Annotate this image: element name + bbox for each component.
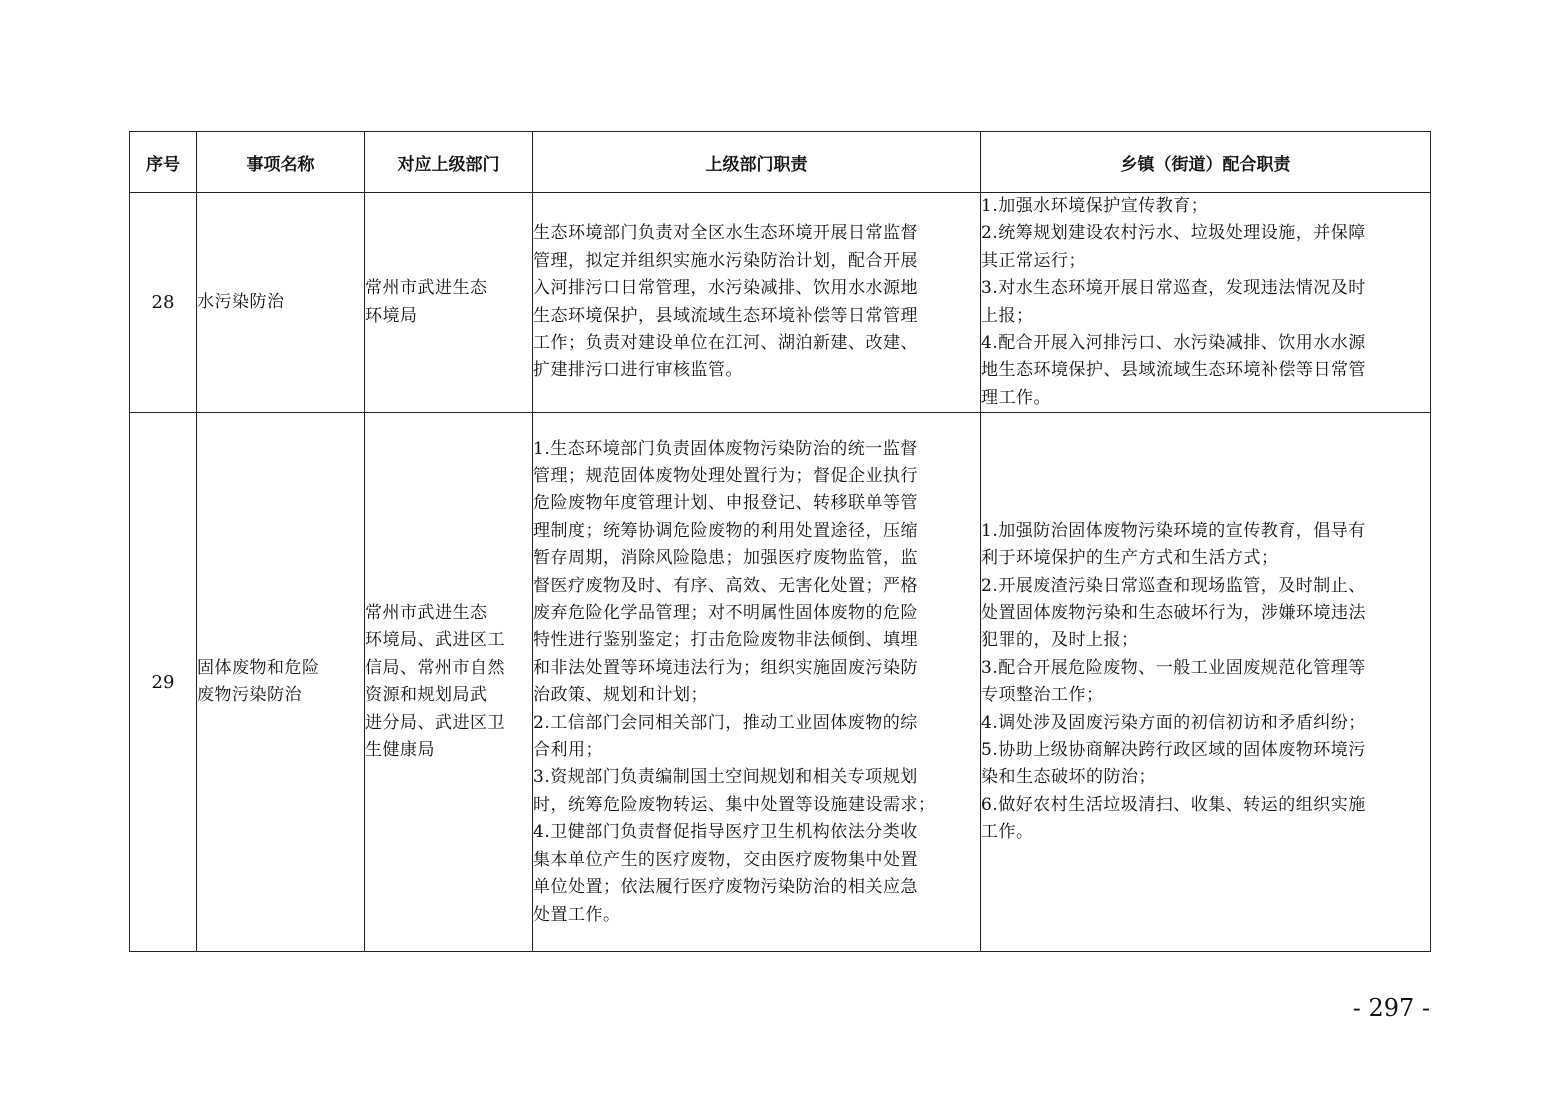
cell-line: 管理；规范固体废物处理处置行为；督促企业执行 — [533, 466, 918, 486]
row-town-duty — [981, 413, 1431, 952]
cell-line: 利于环境保护的生产方式和生活方式； — [981, 548, 1279, 569]
header-seq: 序号 — [130, 132, 197, 193]
row-upper-duty — [533, 193, 981, 413]
cell-line: 治政策、规划和计划； — [533, 685, 708, 706]
cell-line: 固体废物和危险 — [197, 657, 320, 678]
cell-line: 管理，拟定并组织实施水污染防治计划，配合开展 — [533, 250, 918, 271]
cell-line: 督医疗废物及时、有序、高效、无害化处置；严格 — [533, 575, 918, 596]
row-town-duty — [981, 193, 1431, 413]
cell-line: 4.调处涉及固废污染方面的初信初访和矛盾纠纷； — [981, 712, 1366, 733]
cell-line: 3.资规部门负责编制国土空间规划和相关专项规划 — [533, 767, 918, 788]
cell-line: 3.配合开展危险废物、一般工业固废规范化管理等 — [981, 657, 1366, 678]
cell-line: 单位处置；依法履行医疗废物污染防治的相关应急 — [533, 877, 918, 898]
cell-line: 处置固体废物污染和生态破坏行为，涉嫌环境违法 — [981, 603, 1366, 624]
cell-line: 暂存周期，消除风险隐患；加强医疗废物监管，监 — [533, 548, 918, 569]
cell-line: 2.开展废渣污染日常巡查和现场监管，及时制止、 — [981, 575, 1366, 596]
row-seq: 28 — [130, 193, 197, 413]
cell-line: 5.协助上级协商解决跨行政区域的固体废物环境污 — [981, 740, 1366, 761]
header-town-duty: 乡镇（街道）配合职责 — [981, 132, 1431, 193]
duty-table — [129, 131, 1431, 952]
cell-line: 和非法处置等环境违法行为；组织实施固废污染防 — [533, 657, 918, 678]
cell-line: 信局、常州市自然 — [365, 657, 505, 678]
cell-line: 水污染防治 — [197, 291, 285, 312]
cell-line: 1.加强防治固体废物污染环境的宣传教育，倡导有 — [981, 520, 1366, 541]
cell-line: 废物污染防治 — [197, 685, 302, 706]
cell-line: 1.加强水环境保护宣传教育； — [981, 196, 1209, 216]
cell-line: 上报； — [981, 305, 1034, 326]
cell-line: 常州市武进生态 — [365, 603, 488, 624]
cell-line: 危险废物年度管理计划、申报登记、转移联单等管 — [533, 493, 918, 514]
cell-line: 理制度；统筹协调危险废物的利用处置途径，压缩 — [533, 520, 918, 541]
row-item-name — [197, 413, 365, 952]
cell-line: 废弃危险化学品管理；对不明属性固体废物的危险 — [533, 603, 918, 624]
row-seq: 29 — [130, 413, 197, 952]
cell-line: 4.卫健部门负责督促指导医疗卫生机构依法分类收 — [533, 822, 918, 843]
cell-line: 4.配合开展入河排污口、水污染减排、饮用水水源 — [981, 333, 1366, 354]
cell-line: 扩建排污口进行审核监管。 — [533, 360, 743, 381]
row-upper-duty — [533, 413, 981, 952]
cell-line: 犯罪的，及时上报； — [981, 630, 1139, 651]
row-item-name — [197, 193, 365, 413]
table-row — [130, 193, 1431, 413]
cell-line: 合利用； — [533, 740, 603, 761]
cell-line: 生态环境保护，县域流域生态环境补偿等日常管理 — [533, 305, 918, 326]
header-upper-duty: 上级部门职责 — [533, 132, 981, 193]
header-upper-dept: 对应上级部门 — [365, 132, 533, 193]
cell-line: 集本单位产生的医疗废物，交由医疗废物集中处置 — [533, 849, 918, 870]
cell-line: 地生态环境保护、县域流域生态环境补偿等日常管 — [981, 360, 1366, 381]
cell-line: 理工作。 — [981, 387, 1051, 408]
cell-line: 专项整治工作； — [981, 685, 1104, 706]
cell-line: 2.工信部门会同相关部门，推动工业固体废物的综 — [533, 712, 918, 733]
header-row — [130, 132, 1431, 193]
cell-line: 3.对水生态环境开展日常巡查，发现违法情况及时 — [981, 278, 1366, 299]
cell-line: 常州市武进生态 — [365, 278, 488, 299]
cell-line: 特性进行鉴别鉴定；打击危险废物非法倾倒、填埋 — [533, 630, 918, 651]
cell-line: 工作。 — [981, 822, 1034, 843]
cell-line: 环境局、武进区工 — [365, 630, 505, 651]
row-upper-dept — [365, 193, 533, 413]
cell-line: 工作；负责对建设单位在江河、湖泊新建、改建、 — [533, 333, 918, 354]
cell-line: 其正常运行； — [981, 250, 1086, 271]
cell-line: 1.生态环境部门负责固体废物污染防治的统一监督 — [533, 438, 918, 459]
cell-line: 处置工作。 — [533, 904, 621, 925]
cell-line: 进分局、武进区卫 — [365, 712, 505, 733]
header-item-name: 事项名称 — [197, 132, 365, 193]
cell-line: 时，统筹危险废物转运、集中处置等设施建设需求； — [533, 794, 936, 815]
cell-line: 染和生态破坏的防治； — [981, 767, 1156, 788]
cell-line: 生健康局 — [365, 740, 435, 761]
cell-line: 环境局 — [365, 305, 418, 326]
cell-line: 6.做好农村生活垃圾清扫、收集、转运的组织实施 — [981, 794, 1366, 815]
row-upper-dept — [365, 413, 533, 952]
cell-line: 入河排污口日常管理，水污染减排、饮用水水源地 — [533, 278, 918, 299]
cell-line: 2.统筹规划建设农村污水、垃圾处理设施，并保障 — [981, 223, 1366, 244]
table-row — [130, 413, 1431, 952]
cell-line: 生态环境部门负责对全区水生态环境开展日常监督 — [533, 223, 918, 244]
page-number: - 297 - — [1352, 994, 1430, 1022]
cell-line: 资源和规划局武 — [365, 685, 488, 706]
